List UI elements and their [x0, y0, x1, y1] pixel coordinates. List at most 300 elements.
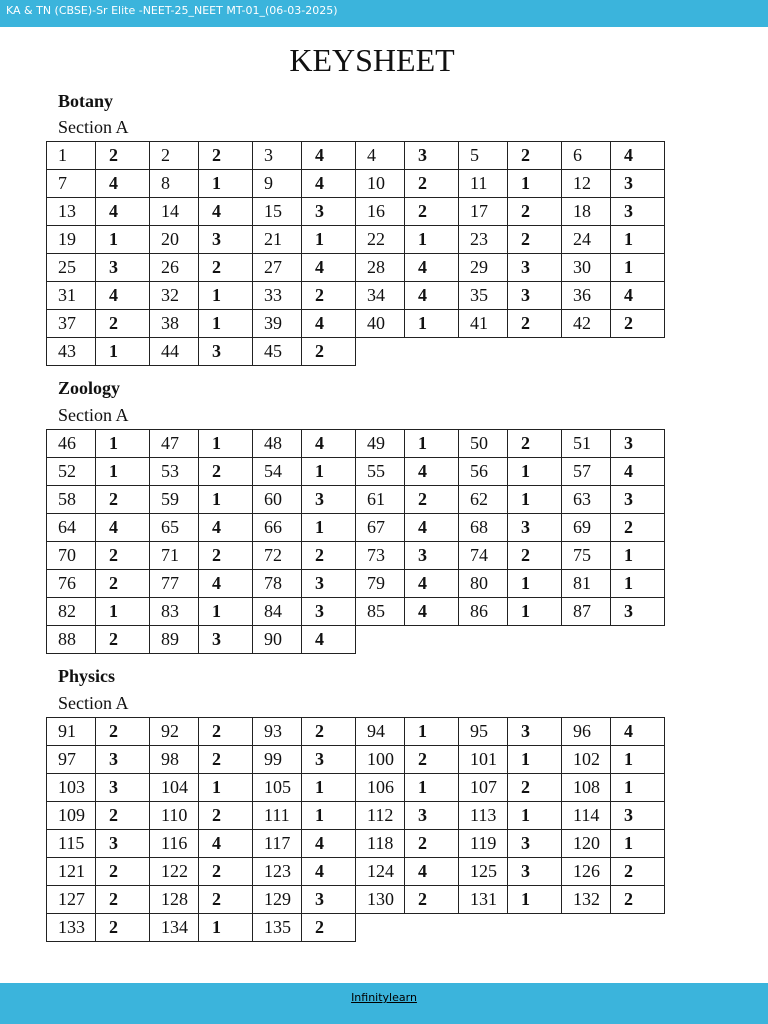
question-number: 13 — [47, 198, 96, 226]
answer-key: 2 — [96, 626, 150, 654]
question-number: 135 — [253, 914, 302, 942]
answer-key: 2 — [199, 458, 253, 486]
question-number: 106 — [356, 774, 405, 802]
empty-cell — [562, 338, 611, 366]
question-number: 65 — [150, 514, 199, 542]
question-number: 124 — [356, 858, 405, 886]
question-number: 70 — [47, 542, 96, 570]
answer-key: 3 — [302, 746, 356, 774]
question-number: 46 — [47, 430, 96, 458]
answer-key: 2 — [611, 858, 665, 886]
answer-key: 4 — [302, 170, 356, 198]
question-number: 77 — [150, 570, 199, 598]
empty-cell — [459, 626, 508, 654]
answer-key: 4 — [611, 458, 665, 486]
answer-key: 2 — [405, 198, 459, 226]
subject-heading-physics: Physics — [58, 666, 116, 686]
answer-key: 3 — [508, 254, 562, 282]
table-row — [47, 802, 665, 830]
answer-key: 2 — [611, 514, 665, 542]
table-row — [47, 886, 665, 914]
answer-key: 4 — [611, 718, 665, 746]
table-row — [47, 774, 665, 802]
question-number: 26 — [150, 254, 199, 282]
answer-key: 1 — [508, 746, 562, 774]
answer-key: 2 — [508, 430, 562, 458]
answer-key: 3 — [302, 198, 356, 226]
question-number: 96 — [562, 718, 611, 746]
answer-key: 3 — [405, 142, 459, 170]
answer-key: 4 — [199, 198, 253, 226]
answer-key: 2 — [199, 542, 253, 570]
question-number: 41 — [459, 310, 508, 338]
question-number: 103 — [47, 774, 96, 802]
answer-key: 1 — [302, 458, 356, 486]
question-number: 111 — [253, 802, 302, 830]
question-number: 36 — [562, 282, 611, 310]
question-number: 10 — [356, 170, 405, 198]
question-number: 84 — [253, 598, 302, 626]
question-number: 56 — [459, 458, 508, 486]
question-number: 127 — [47, 886, 96, 914]
subject-heading-botany: Botany — [58, 91, 114, 111]
question-number: 61 — [356, 486, 405, 514]
table-row — [47, 514, 665, 542]
empty-cell — [459, 338, 508, 366]
answer-key: 2 — [508, 542, 562, 570]
answer-key: 2 — [508, 310, 562, 338]
answer-key: 3 — [611, 598, 665, 626]
answer-key: 1 — [508, 886, 562, 914]
question-number: 133 — [47, 914, 96, 942]
empty-cell — [356, 338, 405, 366]
answer-key: 2 — [199, 142, 253, 170]
empty-cell — [356, 914, 405, 942]
question-number: 27 — [253, 254, 302, 282]
answer-key: 2 — [302, 338, 356, 366]
question-number: 7 — [47, 170, 96, 198]
answer-key: 1 — [199, 170, 253, 198]
answer-key: 2 — [96, 142, 150, 170]
question-number: 91 — [47, 718, 96, 746]
question-number: 105 — [253, 774, 302, 802]
answer-key: 1 — [96, 598, 150, 626]
answer-key: 2 — [302, 718, 356, 746]
question-number: 72 — [253, 542, 302, 570]
question-number: 16 — [356, 198, 405, 226]
footer-link[interactable]: Infinitylearn — [351, 991, 417, 1004]
question-number: 32 — [150, 282, 199, 310]
header-title: KA & TN (CBSE)-Sr Elite -NEET-25_NEET MT-01_(06-03-2025) — [6, 4, 338, 17]
question-number: 79 — [356, 570, 405, 598]
answer-key: 1 — [508, 570, 562, 598]
question-number: 134 — [150, 914, 199, 942]
question-number: 1 — [47, 142, 96, 170]
question-number: 74 — [459, 542, 508, 570]
question-number: 19 — [47, 226, 96, 254]
question-number: 63 — [562, 486, 611, 514]
answer-key: 4 — [302, 254, 356, 282]
section-label-physics: Section A — [58, 693, 129, 713]
answer-key: 2 — [405, 830, 459, 858]
answer-key: 2 — [199, 718, 253, 746]
question-number: 102 — [562, 746, 611, 774]
answer-key: 2 — [508, 142, 562, 170]
question-number: 119 — [459, 830, 508, 858]
question-number: 2 — [150, 142, 199, 170]
table-row — [47, 858, 665, 886]
answer-key: 1 — [611, 830, 665, 858]
answer-key: 4 — [199, 514, 253, 542]
answer-key: 3 — [405, 542, 459, 570]
answer-key: 3 — [302, 886, 356, 914]
answer-key: 4 — [405, 254, 459, 282]
question-number: 54 — [253, 458, 302, 486]
table-row — [47, 542, 665, 570]
question-number: 117 — [253, 830, 302, 858]
question-number: 25 — [47, 254, 96, 282]
question-number: 87 — [562, 598, 611, 626]
answer-key: 2 — [96, 858, 150, 886]
question-number: 129 — [253, 886, 302, 914]
question-number: 14 — [150, 198, 199, 226]
page-title: KEYSHEET — [289, 42, 455, 78]
question-number: 99 — [253, 746, 302, 774]
question-number: 42 — [562, 310, 611, 338]
question-number: 6 — [562, 142, 611, 170]
question-number: 112 — [356, 802, 405, 830]
question-number: 113 — [459, 802, 508, 830]
answer-key: 1 — [405, 226, 459, 254]
question-number: 35 — [459, 282, 508, 310]
question-number: 115 — [47, 830, 96, 858]
question-number: 109 — [47, 802, 96, 830]
question-number: 132 — [562, 886, 611, 914]
question-number: 90 — [253, 626, 302, 654]
question-number: 97 — [47, 746, 96, 774]
question-number: 8 — [150, 170, 199, 198]
answer-key: 4 — [302, 430, 356, 458]
answer-key: 2 — [302, 542, 356, 570]
question-number: 39 — [253, 310, 302, 338]
answer-key: 4 — [199, 570, 253, 598]
question-number: 48 — [253, 430, 302, 458]
question-number: 9 — [253, 170, 302, 198]
answer-key: 2 — [199, 886, 253, 914]
question-number: 3 — [253, 142, 302, 170]
answer-key: 2 — [199, 802, 253, 830]
answer-key: 3 — [96, 774, 150, 802]
question-number: 68 — [459, 514, 508, 542]
answer-key: 4 — [199, 830, 253, 858]
question-number: 110 — [150, 802, 199, 830]
answer-key: 3 — [508, 718, 562, 746]
empty-cell — [508, 914, 562, 942]
question-number: 12 — [562, 170, 611, 198]
question-number: 24 — [562, 226, 611, 254]
answer-table-physics — [46, 717, 665, 942]
answer-key: 4 — [302, 858, 356, 886]
question-number: 28 — [356, 254, 405, 282]
answer-key: 1 — [199, 598, 253, 626]
answer-key: 3 — [96, 254, 150, 282]
answer-table-botany — [46, 141, 665, 366]
question-number: 40 — [356, 310, 405, 338]
question-number: 73 — [356, 542, 405, 570]
question-number: 81 — [562, 570, 611, 598]
answer-key: 2 — [96, 310, 150, 338]
question-number: 66 — [253, 514, 302, 542]
table-row — [47, 718, 665, 746]
answer-key: 1 — [611, 746, 665, 774]
question-number: 38 — [150, 310, 199, 338]
question-number: 116 — [150, 830, 199, 858]
answer-key: 1 — [611, 774, 665, 802]
answer-key: 4 — [405, 282, 459, 310]
question-number: 67 — [356, 514, 405, 542]
answer-key: 2 — [508, 774, 562, 802]
answer-key: 2 — [96, 570, 150, 598]
answer-key: 3 — [611, 430, 665, 458]
answer-key: 3 — [508, 830, 562, 858]
answer-key: 2 — [508, 198, 562, 226]
question-number: 44 — [150, 338, 199, 366]
answer-key: 2 — [302, 914, 356, 942]
question-number: 58 — [47, 486, 96, 514]
header-bar — [0, 0, 768, 27]
answer-key: 2 — [96, 718, 150, 746]
question-number: 89 — [150, 626, 199, 654]
answer-key: 3 — [611, 802, 665, 830]
table-row — [47, 226, 665, 254]
footer-bar — [0, 983, 768, 1024]
table-row — [47, 830, 665, 858]
question-number: 31 — [47, 282, 96, 310]
question-number: 64 — [47, 514, 96, 542]
question-number: 34 — [356, 282, 405, 310]
question-number: 114 — [562, 802, 611, 830]
answer-key: 3 — [405, 802, 459, 830]
question-number: 107 — [459, 774, 508, 802]
answer-key: 4 — [302, 830, 356, 858]
answer-key: 3 — [199, 626, 253, 654]
question-number: 45 — [253, 338, 302, 366]
answer-key: 4 — [611, 282, 665, 310]
answer-key: 4 — [302, 142, 356, 170]
answer-key: 1 — [199, 486, 253, 514]
answer-key: 3 — [611, 170, 665, 198]
empty-cell — [459, 914, 508, 942]
answer-key: 1 — [302, 774, 356, 802]
answer-key: 1 — [199, 282, 253, 310]
answer-key: 4 — [96, 282, 150, 310]
answer-key: 2 — [405, 746, 459, 774]
table-row — [47, 338, 665, 366]
answer-key: 2 — [302, 282, 356, 310]
answer-key: 2 — [96, 542, 150, 570]
question-number: 82 — [47, 598, 96, 626]
question-number: 83 — [150, 598, 199, 626]
answer-key: 3 — [96, 830, 150, 858]
question-number: 121 — [47, 858, 96, 886]
empty-cell — [562, 914, 611, 942]
table-row — [47, 570, 665, 598]
answer-key: 1 — [508, 486, 562, 514]
answer-key: 1 — [405, 718, 459, 746]
question-number: 122 — [150, 858, 199, 886]
answer-key: 4 — [405, 458, 459, 486]
answer-key: 4 — [405, 570, 459, 598]
empty-cell — [356, 626, 405, 654]
question-number: 92 — [150, 718, 199, 746]
question-number: 71 — [150, 542, 199, 570]
section-label-zoology: Section A — [58, 405, 129, 425]
question-number: 17 — [459, 198, 508, 226]
answer-key: 3 — [96, 746, 150, 774]
empty-cell — [405, 914, 459, 942]
answer-key: 2 — [96, 802, 150, 830]
question-number: 59 — [150, 486, 199, 514]
table-row — [47, 282, 665, 310]
question-number: 98 — [150, 746, 199, 774]
question-number: 118 — [356, 830, 405, 858]
question-number: 29 — [459, 254, 508, 282]
answer-key: 2 — [405, 170, 459, 198]
question-number: 33 — [253, 282, 302, 310]
question-number: 78 — [253, 570, 302, 598]
question-number: 4 — [356, 142, 405, 170]
question-number: 47 — [150, 430, 199, 458]
table-row — [47, 430, 665, 458]
question-number: 86 — [459, 598, 508, 626]
question-number: 128 — [150, 886, 199, 914]
question-number: 21 — [253, 226, 302, 254]
answer-key: 2 — [96, 486, 150, 514]
question-number: 76 — [47, 570, 96, 598]
empty-cell — [611, 338, 665, 366]
question-number: 51 — [562, 430, 611, 458]
answer-key: 3 — [199, 226, 253, 254]
question-number: 15 — [253, 198, 302, 226]
subject-heading-zoology: Zoology — [58, 378, 121, 398]
question-number: 37 — [47, 310, 96, 338]
empty-cell — [611, 626, 665, 654]
answer-key: 1 — [96, 226, 150, 254]
table-row — [47, 746, 665, 774]
table-row — [47, 486, 665, 514]
answer-key: 3 — [508, 282, 562, 310]
table-row — [47, 170, 665, 198]
answer-key: 1 — [508, 802, 562, 830]
question-number: 101 — [459, 746, 508, 774]
question-number: 50 — [459, 430, 508, 458]
answer-key: 1 — [96, 430, 150, 458]
table-row — [47, 598, 665, 626]
question-number: 20 — [150, 226, 199, 254]
answer-key: 4 — [302, 310, 356, 338]
question-number: 126 — [562, 858, 611, 886]
answer-key: 1 — [611, 570, 665, 598]
question-number: 80 — [459, 570, 508, 598]
question-number: 100 — [356, 746, 405, 774]
answer-key: 4 — [96, 198, 150, 226]
answer-table-zoology — [46, 429, 665, 654]
answer-key: 1 — [199, 774, 253, 802]
table-row — [47, 142, 665, 170]
question-number: 22 — [356, 226, 405, 254]
answer-key: 1 — [611, 254, 665, 282]
empty-cell — [562, 626, 611, 654]
question-number: 57 — [562, 458, 611, 486]
answer-key: 3 — [199, 338, 253, 366]
question-number: 11 — [459, 170, 508, 198]
question-number: 69 — [562, 514, 611, 542]
answer-key: 3 — [611, 198, 665, 226]
question-number: 30 — [562, 254, 611, 282]
answer-key: 2 — [405, 486, 459, 514]
answer-key: 1 — [611, 226, 665, 254]
answer-key: 2 — [508, 226, 562, 254]
question-number: 60 — [253, 486, 302, 514]
answer-key: 3 — [302, 486, 356, 514]
table-row — [47, 310, 665, 338]
answer-key: 3 — [611, 486, 665, 514]
question-number: 43 — [47, 338, 96, 366]
answer-key: 3 — [508, 858, 562, 886]
answer-key: 1 — [405, 430, 459, 458]
table-row — [47, 458, 665, 486]
answer-key: 2 — [96, 914, 150, 942]
question-number: 18 — [562, 198, 611, 226]
question-number: 55 — [356, 458, 405, 486]
answer-key: 1 — [96, 458, 150, 486]
answer-key: 1 — [405, 774, 459, 802]
answer-key: 4 — [96, 514, 150, 542]
question-number: 123 — [253, 858, 302, 886]
table-row — [47, 626, 665, 654]
answer-key: 1 — [508, 598, 562, 626]
answer-key: 1 — [199, 310, 253, 338]
question-number: 130 — [356, 886, 405, 914]
question-number: 53 — [150, 458, 199, 486]
answer-key: 1 — [96, 338, 150, 366]
answer-key: 2 — [199, 746, 253, 774]
answer-key: 3 — [302, 570, 356, 598]
answer-key: 4 — [405, 514, 459, 542]
answer-key: 1 — [611, 542, 665, 570]
answer-key: 2 — [611, 886, 665, 914]
answer-key: 2 — [405, 886, 459, 914]
empty-cell — [508, 338, 562, 366]
question-number: 85 — [356, 598, 405, 626]
answer-key: 4 — [611, 142, 665, 170]
question-number: 75 — [562, 542, 611, 570]
answer-key: 1 — [302, 226, 356, 254]
question-number: 120 — [562, 830, 611, 858]
table-row — [47, 254, 665, 282]
answer-key: 3 — [302, 598, 356, 626]
question-number: 5 — [459, 142, 508, 170]
answer-key: 4 — [302, 626, 356, 654]
answer-key: 1 — [199, 914, 253, 942]
answer-key: 1 — [199, 430, 253, 458]
table-row — [47, 914, 665, 942]
question-number: 108 — [562, 774, 611, 802]
empty-cell — [405, 626, 459, 654]
table-row — [47, 198, 665, 226]
question-number: 94 — [356, 718, 405, 746]
empty-cell — [611, 914, 665, 942]
